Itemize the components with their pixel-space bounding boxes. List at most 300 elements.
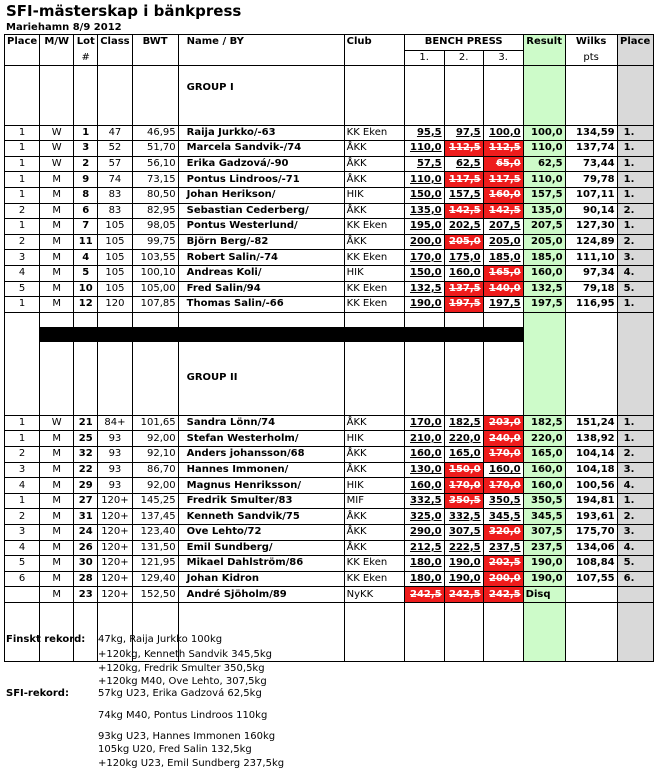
lot-cell: 31 [74,509,98,525]
empty-cell [40,66,74,81]
attempt-1-cell [404,571,444,587]
table-row [5,125,654,141]
empty-cell [444,618,483,633]
bwt-cell: 80,50 [132,187,178,203]
empty-cell [74,386,98,401]
class-cell: 105 [98,219,132,235]
empty-cell [483,110,523,125]
table-row [5,141,654,157]
empty-cell [444,312,483,327]
attempt-2-cell [444,525,483,541]
attempt-1-cell [404,250,444,266]
rank-cell: 1. [617,493,653,509]
class-cell: 52 [98,141,132,157]
good-lift: 350,5 [489,495,521,507]
club-cell: KK Eken [344,250,404,266]
club-cell: ÅKK [344,447,404,463]
results-table [4,34,654,662]
table-row [5,297,654,313]
empty-cell [40,400,74,415]
attempt-1-cell [404,587,444,603]
attempt-1-cell [404,156,444,172]
place-cell: 2 [5,234,40,250]
lifter-name-cell: Sandra Lönn/74 [178,415,344,431]
good-lift: 207,5 [489,220,521,232]
place-cell: 2 [5,447,40,463]
rank-cell: 1. [617,415,653,431]
empty-cell [98,81,132,96]
empty-cell [617,632,653,647]
failed-lift: 202,5 [489,557,521,569]
attempt-3-cell [483,571,523,587]
empty-cell [565,95,617,110]
result-cell: 345,5 [523,509,565,525]
result-cell: 110,0 [523,141,565,157]
class-cell: 120+ [98,540,132,556]
lot-cell: 32 [74,447,98,463]
attempt-1-cell [404,281,444,297]
bwt-cell: 92,00 [132,431,178,447]
good-lift: 222,5 [449,541,481,553]
empty-cell [344,312,404,327]
bwt-cell: 100,10 [132,265,178,281]
attempt-2-cell [444,462,483,478]
result-cell: 165,0 [523,447,565,463]
empty-cell [523,342,565,357]
attempt-3-cell [483,141,523,157]
result-cell: 185,0 [523,250,565,266]
attempt-3-cell [483,234,523,250]
club-cell: NyKK [344,587,404,603]
empty-cell [565,342,617,357]
empty-cell [132,312,178,327]
empty-cell [344,66,404,81]
good-lift: 212,5 [410,541,442,553]
empty-cell [178,356,344,371]
mw-cell: M [40,172,74,188]
class-cell: 47 [98,125,132,141]
table-row [5,431,654,447]
class-cell: 57 [98,156,132,172]
attempt-3-cell [483,156,523,172]
lot-cell: 29 [74,478,98,494]
good-lift: 220,0 [449,432,481,444]
good-lift: 307,5 [449,526,481,538]
finskt-rekord-line: 47kg, Raija Jurkko 100kg [98,634,223,645]
mw-cell: M [40,431,74,447]
lifter-name-cell: Thomas Salin/-66 [178,297,344,313]
mw-cell: M [40,556,74,572]
result-cell: Disq [523,587,565,603]
wilks-cell: 108,84 [565,556,617,572]
table-row [5,172,654,188]
rank-cell: 4. [617,540,653,556]
wilks-cell: 79,78 [565,172,617,188]
attempt-3-cell [483,556,523,572]
attempt-3-cell [483,509,523,525]
group-label: GROUP II [178,371,344,386]
good-lift: 110,0 [410,173,442,185]
lifter-name-cell: Emil Sundberg/ [178,540,344,556]
good-lift: 175,0 [449,251,481,263]
mw-cell: M [40,297,74,313]
empty-cell [344,386,404,401]
good-lift: 332,5 [410,495,442,507]
empty-cell [523,371,565,386]
empty-cell [132,81,178,96]
empty-cell [40,327,74,342]
table-row [5,415,654,431]
empty-cell [617,602,653,617]
empty-cell [5,66,40,81]
rank-cell: 1. [617,219,653,235]
attempt-3-cell [483,187,523,203]
rank-cell: 2. [617,203,653,219]
sfi-rekord-line: 74kg M40, Pontus Lindroos 110kg [98,710,268,721]
empty-cell [344,327,404,342]
sfi-rekord-line: 57kg U23, Erika Gadzová 62,5kg [98,688,262,699]
place-cell: 4 [5,540,40,556]
place-cell: 1 [5,297,40,313]
header-bwt: BWT [132,35,178,51]
empty-cell [565,327,617,342]
table-row [5,571,654,587]
empty-cell [483,312,523,327]
empty-cell [483,342,523,357]
lot-cell: 11 [74,234,98,250]
empty-cell [5,110,40,125]
empty-cell [565,647,617,662]
bwt-cell: 51,70 [132,141,178,157]
table-row [5,509,654,525]
empty-cell [444,400,483,415]
club-cell: HIK [344,187,404,203]
result-cell: 100,0 [523,125,565,141]
empty-cell [617,312,653,327]
header-attempt-2: 2. [444,50,483,66]
lot-cell: 28 [74,571,98,587]
attempt-3-cell [483,478,523,494]
table-row [5,525,654,541]
attempt-1-cell [404,187,444,203]
empty-cell [483,327,523,342]
rank-cell: 1. [617,187,653,203]
lot-cell: 21 [74,415,98,431]
empty-cell [444,386,483,401]
club-cell: ÅKK [344,540,404,556]
table-row [5,478,654,494]
empty-cell [565,386,617,401]
failed-lift: 160,0 [489,189,521,201]
good-lift: 290,0 [410,526,442,538]
attempt-1-cell [404,297,444,313]
empty-cell [444,602,483,617]
mw-cell: M [40,265,74,281]
rank-cell: 1. [617,141,653,157]
empty-cell [483,356,523,371]
rank-cell: 1. [617,125,653,141]
empty-cell [565,312,617,327]
empty-cell [344,356,404,371]
class-cell: 84+ [98,415,132,431]
empty-cell [483,371,523,386]
wilks-cell: 194,81 [565,493,617,509]
mw-cell: M [40,478,74,494]
empty-cell [444,327,483,342]
result-cell: 110,0 [523,172,565,188]
empty-cell [178,95,344,110]
empty-cell [617,371,653,386]
attempt-3-cell [483,297,523,313]
header-wilks: Wilks [565,35,617,51]
lifter-name-cell: Fredrik Smulter/83 [178,493,344,509]
bwt-cell: 105,00 [132,281,178,297]
lifter-name-cell: Björn Berg/-82 [178,234,344,250]
lot-cell: 9 [74,172,98,188]
spacer-row [5,618,654,633]
place-cell: 3 [5,250,40,266]
mw-cell: M [40,219,74,235]
class-cell: 105 [98,265,132,281]
club-cell: ÅKK [344,415,404,431]
empty-cell [132,110,178,125]
empty-cell [132,327,178,342]
empty-cell [132,400,178,415]
result-cell: 307,5 [523,525,565,541]
empty-cell [404,110,444,125]
class-cell: 93 [98,478,132,494]
empty-cell [344,618,404,633]
club-cell: KK Eken [344,219,404,235]
wilks-cell: 79,18 [565,281,617,297]
table-row [5,265,654,281]
table-row [5,493,654,509]
attempt-2-cell [444,187,483,203]
empty-cell [565,356,617,371]
rank-cell: 3. [617,462,653,478]
wilks-cell: 134,59 [565,125,617,141]
failed-lift: 242,5 [449,588,481,600]
failed-lift: 320,0 [489,526,521,538]
attempt-3-cell [483,265,523,281]
attempt-3-cell [483,447,523,463]
header-bench-press: BENCH PRESS [404,35,523,51]
class-cell: 120+ [98,571,132,587]
lot-cell: 23 [74,587,98,603]
place-cell: 3 [5,462,40,478]
result-cell: 135,0 [523,203,565,219]
class-cell: 120+ [98,509,132,525]
class-cell: 120+ [98,587,132,603]
empty-cell [483,386,523,401]
class-cell: 83 [98,203,132,219]
good-lift: 150,0 [410,267,442,279]
good-lift: 170,0 [410,251,442,263]
empty-cell [40,312,74,327]
rank-cell [617,587,653,603]
empty-cell [523,81,565,96]
mw-cell: W [40,415,74,431]
empty-cell [523,327,565,342]
failed-lift: 350,5 [449,495,481,507]
result-cell: 350,5 [523,493,565,509]
empty-cell [74,356,98,371]
sfi-rekord-label: SFI-rekord: [6,688,69,699]
good-lift: 57,5 [416,158,442,170]
header-lot: Lot [74,35,98,51]
page-title: SFI-mästerskap i bänkpress [6,2,242,20]
good-lift: 202,5 [449,220,481,232]
class-cell: 120+ [98,556,132,572]
bwt-cell: 46,95 [132,125,178,141]
finskt-rekord-line: +120kg, Fredrik Smulter 350,5kg [98,663,265,674]
bwt-cell: 101,65 [132,415,178,431]
empty-cell [5,400,40,415]
empty-cell [5,602,40,617]
finskt-rekord-line: +120kg M40, Ove Lehto, 307,5kg [98,676,267,687]
empty-cell [178,618,344,633]
table-row [5,156,654,172]
empty-cell [178,342,344,357]
rank-cell: 4. [617,478,653,494]
sfi-rekord-line: 93kg U23, Hannes Immonen 160kg [98,731,276,742]
good-lift: 62,5 [455,158,481,170]
failed-lift: 142,5 [489,204,521,216]
lifter-name-cell: Stefan Westerholm/ [178,431,344,447]
good-lift: 170,0 [410,417,442,429]
good-lift: 110,0 [410,142,442,154]
attempt-1-cell [404,219,444,235]
failed-lift: 170,0 [449,479,481,491]
lifter-name-cell: Raija Jurkko/-63 [178,125,344,141]
empty-cell [565,632,617,647]
mw-cell: M [40,571,74,587]
empty-cell [178,312,344,327]
wilks-cell: 107,55 [565,571,617,587]
lot-cell: 22 [74,462,98,478]
lot-cell: 12 [74,297,98,313]
class-cell: 93 [98,462,132,478]
club-cell: ÅKK [344,156,404,172]
empty-cell [404,81,444,96]
lot-cell: 8 [74,187,98,203]
good-lift: 135,0 [410,204,442,216]
club-cell: ÅKK [344,141,404,157]
place-cell: 5 [5,281,40,297]
wilks-cell: 193,61 [565,509,617,525]
header-attempt-1: 1. [404,50,444,66]
empty-cell [523,602,565,617]
records-notes [6,634,566,774]
lot-cell: 26 [74,540,98,556]
lot-cell: 25 [74,431,98,447]
wilks-cell: 90,14 [565,203,617,219]
empty-cell [483,95,523,110]
attempt-2-cell [444,478,483,494]
table-row [5,462,654,478]
lot-cell: 1 [74,125,98,141]
empty-cell [523,356,565,371]
club-cell: HIK [344,478,404,494]
lifter-name-cell: André Sjöholm/89 [178,587,344,603]
lot-cell: 10 [74,281,98,297]
place-cell: 1 [5,172,40,188]
mw-cell: M [40,281,74,297]
class-cell: 120+ [98,493,132,509]
good-lift: 210,0 [410,432,442,444]
empty-cell [40,371,74,386]
good-lift: 160,0 [410,479,442,491]
spacer-row [5,110,654,125]
results-sheet [4,34,654,662]
good-lift: 95,5 [416,126,442,138]
good-lift: 182,5 [449,417,481,429]
good-lift: 100,0 [489,126,521,138]
rank-cell: 3. [617,250,653,266]
empty-cell [132,371,178,386]
empty-cell [132,618,178,633]
attempt-2-cell [444,234,483,250]
empty-cell [132,386,178,401]
empty-cell [565,66,617,81]
table-row [5,203,654,219]
good-lift: 130,0 [410,463,442,475]
header-wilks-pts: pts [565,50,617,66]
lifter-name-cell: Magnus Henriksson/ [178,478,344,494]
lot-cell: 6 [74,203,98,219]
attempt-1-cell [404,234,444,250]
empty-cell [617,66,653,81]
place-cell: 2 [5,509,40,525]
result-cell: 237,5 [523,540,565,556]
header-name: Name / BY [178,35,344,51]
wilks-cell: 107,11 [565,187,617,203]
club-cell: HIK [344,265,404,281]
empty-cell [98,95,132,110]
lifter-name-cell: Anders johansson/68 [178,447,344,463]
attempt-1-cell [404,203,444,219]
empty-cell [178,110,344,125]
good-lift: 332,5 [449,510,481,522]
separator-row [5,327,654,342]
mw-cell: M [40,462,74,478]
place-cell: 4 [5,265,40,281]
empty-cell [404,312,444,327]
attempt-3-cell [483,493,523,509]
attempt-2-cell [444,281,483,297]
empty-cell [132,66,178,81]
result-cell: 207,5 [523,219,565,235]
good-lift: 190,0 [410,298,442,310]
attempt-1-cell [404,172,444,188]
bwt-cell: 98,05 [132,219,178,235]
good-lift: 160,0 [410,448,442,460]
result-cell: 220,0 [523,431,565,447]
empty-cell [617,110,653,125]
header-lot-hash: # [74,50,98,66]
failed-lift: 200,0 [489,573,521,585]
attempt-2-cell [444,415,483,431]
failed-lift: 165,0 [489,267,521,279]
place-cell: 1 [5,187,40,203]
empty-cell [523,95,565,110]
lifter-name-cell: Erika Gadzová/-90 [178,156,344,172]
lifter-name-cell: Pontus Westerlund/ [178,219,344,235]
rank-cell: 6. [617,571,653,587]
failed-lift: 137,5 [449,282,481,294]
spacer-row [5,312,654,327]
attempt-2-cell [444,540,483,556]
